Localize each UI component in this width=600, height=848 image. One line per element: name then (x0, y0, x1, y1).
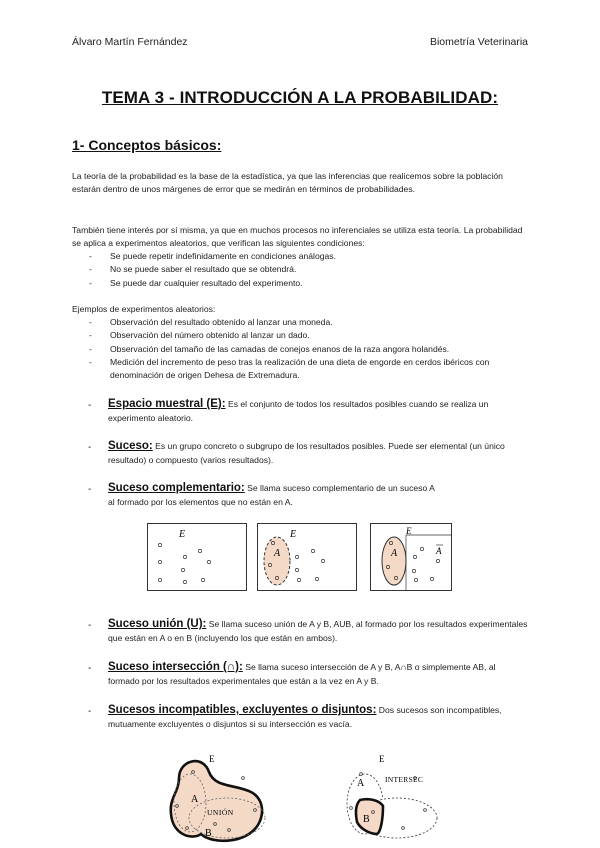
definition-event: - Suceso: Es un grupo concreto o subgrupo de los resultados posibles. Puede ser elemental (un único resultado) o compuesto (varios resultados). (88, 440, 505, 465)
label-E: E (179, 529, 186, 540)
definition-term: Espacio muestral (E): (108, 398, 226, 410)
complement-figure (370, 523, 452, 591)
label-B: B (205, 828, 212, 839)
paragraph-intro: La teoría de la probabilidad es la base de la estadística, ya que las inferencias que realicemos sobre la población estarán dentro de unos márgenes de error que se medirán en términos de probabilidades. (72, 171, 503, 195)
list-item: - Observación del número obtenido al lanzar un dado. (89, 330, 310, 341)
examples-list (72, 316, 528, 382)
label-E: E (406, 526, 412, 536)
definition-term: Suceso unión (U): (108, 618, 207, 630)
conditions-list (72, 250, 528, 290)
examples-intro: Ejemplos de experimentos aleatorios: (72, 304, 216, 314)
label-union: UNIÓN (207, 808, 234, 817)
paragraph-interest: También tiene interés por sí misma, ya que en muchos procesos no inferenciales se utiliza esta teoría. La probabilidad se aplica a experimentos aleatorios, que verifican las siguientes condiciones: (72, 225, 523, 249)
header-subject: Biometría Veterinaria (429, 36, 528, 48)
definition-term: Suceso complementario: (108, 482, 245, 494)
label-A: A (357, 778, 365, 789)
event-A-shape (382, 537, 406, 585)
header-author: Álvaro Martín Fernández (72, 36, 188, 48)
definition-term: Suceso intersección (∩): (108, 661, 243, 673)
label-A: A (391, 548, 398, 559)
label-A: A (274, 548, 281, 559)
union-region (171, 761, 262, 841)
list-item: - Observación del resultado obtenido al lanzar una moneda. (89, 317, 333, 327)
list-item: - Observación del tamaño de las camadas de conejos enanos de la raza angora holandés. (89, 343, 450, 354)
sample-space-figure (147, 523, 247, 591)
label-E: E (290, 529, 297, 540)
definition-intersection: - Suceso intersección (∩): Se llama suceso intersección de A y B, A∩B o simplemente AB, al formado por los resultados experimentales que están a la vez en A y B. (88, 661, 496, 686)
section-heading: 1- Conceptos básicos: (72, 137, 222, 153)
label-E: E (379, 754, 385, 764)
event-A-figure (257, 523, 357, 591)
definition-complement: - Suceso complementario: Se llama suceso complementario de un suceso A al formado por los elementos que no están en A. (88, 482, 435, 507)
list-item: - No se puede saber el resultado que se obtendrá. (89, 264, 297, 275)
union-figure (163, 748, 273, 848)
list-item: - Se puede repetir indefinidamente en condiciones análogas. (89, 251, 336, 261)
list-item: - Se puede dar cualquier resultado del experimento. (89, 277, 303, 288)
label-intersection: INTERSEC (385, 775, 424, 784)
definition-term: Sucesos incompatibles, excluyentes o disjuntos: (108, 704, 377, 716)
label-A: A (191, 794, 199, 805)
list-item: - Medición del incremento de peso tras la realización de una dieta de engorde en cerdos ibéricos con denominación de origen Dehesa de Extremadura. (89, 356, 490, 381)
definition-union: - Suceso unión (U): Se llama suceso unión de A y B, AUB, al formado por los resultados experimentales que están en A o en B (incluyendo los que están en ambos). (88, 618, 528, 643)
label-E: E (209, 754, 215, 764)
definition-disjoint: - Sucesos incompatibles, excluyentes o disjuntos: Dos sucesos son incompatibles, mutuamente excluyentes o disjuntos si su intersección es vacía. (88, 704, 502, 729)
page-title: TEMA 3 - INTRODUCCIÓN A LA PROBABILIDAD: (101, 88, 499, 107)
intersection-figure (333, 748, 443, 848)
label-A-complement: A (436, 546, 442, 556)
definition-term: Suceso: (108, 440, 153, 452)
event-A-shape (264, 537, 290, 585)
label-B: B (363, 814, 370, 825)
definition-sample-space: - Espacio muestral (E): Es el conjunto de todos los resultados posibles cuando se realiza un experimento aleatorio. (88, 398, 489, 423)
